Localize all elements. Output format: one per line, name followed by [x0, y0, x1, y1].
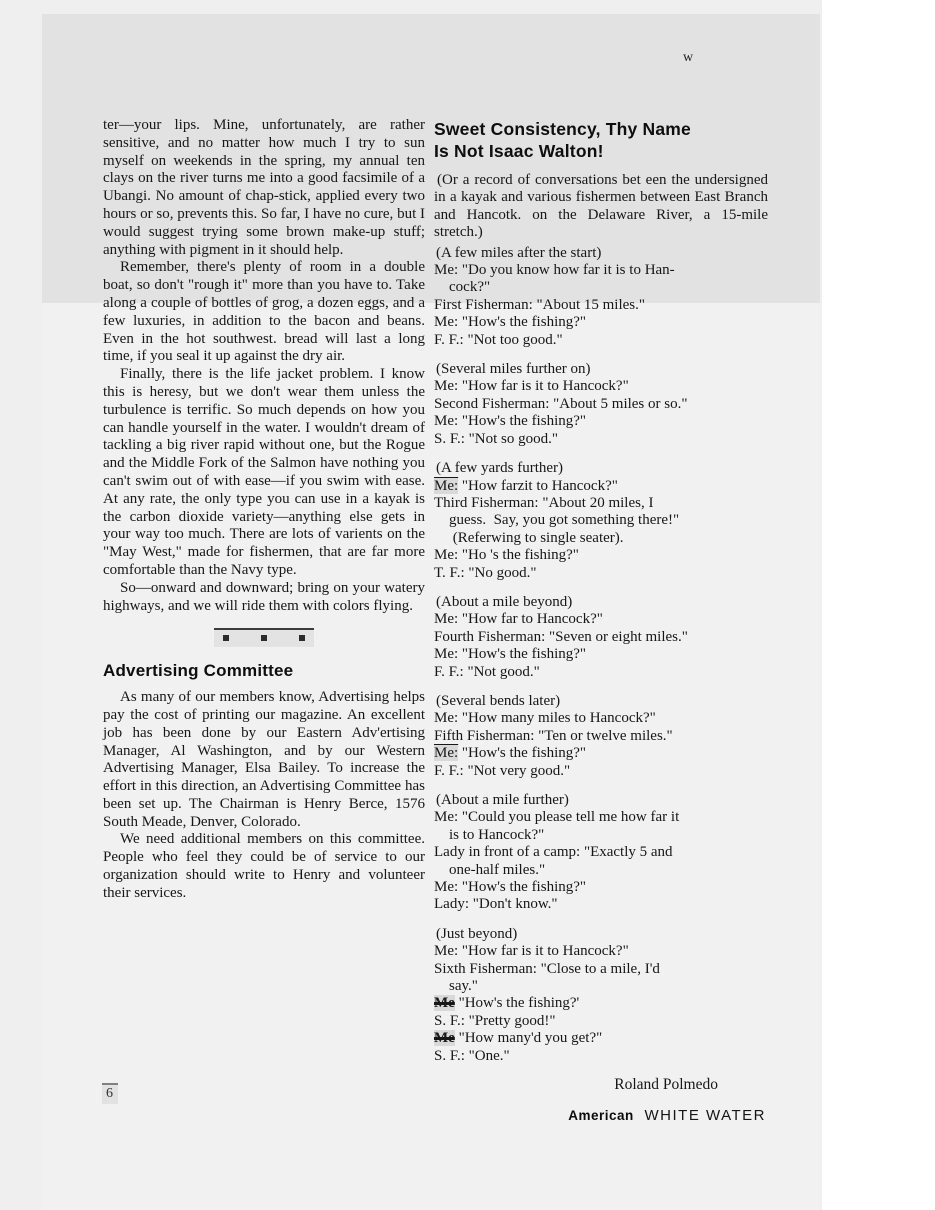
overlined-speaker-label: Me: [434, 477, 459, 494]
dialog-line: Me: "How many miles to Hancock?" [434, 710, 656, 727]
dialog-group [434, 693, 768, 780]
dialog-line: Me "How's the fishing?' [434, 995, 580, 1012]
section-heading: Advertising Committee [103, 661, 294, 681]
dialog-line: S. F.: "One." [434, 1047, 510, 1064]
paragraph: Finally, there is the life jacket problem. I know this is heresy, but we don't wear them unless the turbulence is terrific. So much depends on how you can handle yourself in the water. I wouldn't dream of tackling a big river rapid without one, but the Rogue and the Middle Fork of the Salmon have nothing you can't swim out of with ease—if you swim with ease. At any rate, the only type you can use in a kayak is the carbon dioxide variety—anything else gets in your way too much. There are lots of varients on the "May West," made for fishermen, that are far more comfortable than the Navy type. [103, 366, 425, 578]
ornament-dots [223, 635, 305, 641]
ornament-dot [223, 635, 229, 641]
page-number [102, 1083, 118, 1104]
dialog-line: Me: "How far is it to Hancock?" [434, 943, 629, 960]
dialog-line: Me: "How's the fishing?" [434, 745, 587, 762]
article-title-line2: Is Not Isaac Walton! [434, 141, 604, 161]
article-title-line1: Sweet Consistency, Thy Name [434, 119, 691, 139]
paragraph: ter—your lips. Mine, unfortunately, are rather sensitive, and no matter how much I try to sun myself on weekends in the spring, my annual ten clays on the river turns me into a good facsimile of a Ubangi. No amount of chap-stick, applied every two hours or so, prevents this. So far, I have no cure, but I would suggest trying some brown make-up stuff; anything with pigment in it should help. [103, 117, 425, 258]
dialog-line: is to Hancock?" [449, 826, 545, 843]
dialog-line: Fifth Fisherman: "Ten or twelve miles." [434, 727, 673, 744]
dialog-line: Me: "How farzit to Hancock?" [434, 477, 618, 494]
dialog-line: Me: "How's the fishing?" [434, 314, 587, 331]
dialog-line: F. F.: "Not good." [434, 663, 540, 680]
fisherman-dialog [434, 245, 768, 1065]
dialog-line: one-half miles." [449, 861, 546, 878]
dialog-line: Second Fisherman: "About 5 miles or so." [434, 395, 688, 412]
dialog-line: Me: "How's the fishing?" [434, 646, 587, 663]
dialog-group [434, 245, 768, 349]
dialog-line: F. F.: "Not too good." [434, 331, 563, 348]
dialog-line: Me: "How's the fishing?" [434, 879, 587, 896]
article-continuation [103, 117, 425, 615]
dialog-line: Lady: "Don't know." [434, 896, 558, 913]
dialog-line: Me: "Do you know how far it is to Han- [434, 262, 675, 279]
dialog-group [434, 361, 768, 448]
dialog-line: guess. Say, you got something there!" [449, 512, 680, 529]
dialog-line: S. F.: "Not so good." [434, 430, 558, 447]
struck-speaker-label: Me [434, 995, 455, 1012]
dialog-line: say." [449, 978, 478, 995]
dialog-line: cock?" [449, 279, 491, 296]
dialog-group-header: (About a mile further) [436, 792, 569, 808]
dialog-line: S. F.: "Pretty good!" [434, 1012, 556, 1029]
dialog-group [434, 460, 768, 582]
paragraph: Remember, there's plenty of room in a double boat, so don't "rough it" more than you have to. Take along a couple of bottles of grog, a dozen eggs, and a few luxuries, in addition to the bacon and beans. Even in the hot southwest. bread will last a long time, if you seal it up against the dry air. [103, 259, 425, 365]
ornament-dot [261, 635, 267, 641]
dialog-group [434, 926, 768, 1065]
struck-speaker-label: Me [434, 1030, 455, 1047]
magazine-name: WHITE WATER [644, 1106, 766, 1124]
article-intro: (Or a record of conversations bet een the undersigned in a kayak and various fishermen between East Branch and Hancotk. on the Delaware River, a 15-mile stretch.) [434, 172, 768, 241]
right-column [434, 118, 768, 1125]
section-divider-ornament [214, 628, 314, 647]
dialog-group [434, 594, 768, 681]
dialog-line: Me: "How's the fishing?" [434, 413, 587, 430]
corner-watermark: w [683, 50, 694, 65]
author-signature: Roland Polmedo [614, 1076, 718, 1094]
dialog-group-header: (A few yards further) [436, 460, 564, 477]
dialog-line: Lady in front of a camp: "Exactly 5 and [434, 844, 673, 861]
dialog-line: F. F.: "Not very good." [434, 762, 571, 779]
dialog-group-header: (Just beyond) [436, 925, 518, 942]
dialog-group-header: (A few miles after the start) [436, 244, 602, 261]
paragraph: We need additional members on this committee. People who feel they could be of service to our organization should write to Henry and volunteer their services. [103, 831, 425, 901]
magazine-prefix: American [568, 1107, 634, 1123]
dialog-line: Me: "Could you please tell me how far it [434, 809, 680, 826]
advertising-committee-text [103, 689, 425, 903]
dialog-line: Me: "Ho 's the fishing?" [434, 547, 579, 564]
dialog-group-header: (Several bends later) [436, 692, 561, 709]
ornament-dot [299, 635, 305, 641]
dialog-line: Third Fisherman: "About 20 miles, I [434, 494, 654, 511]
page-number-value: 6 [102, 1083, 118, 1104]
paragraph: So—onward and downward; bring on your watery highways, and we will ride them with colors flying. [103, 579, 425, 614]
left-column [103, 117, 425, 903]
dialog-line: (Referwing to single seater). [449, 529, 624, 546]
dialog-group-header: (About a mile beyond) [436, 593, 573, 610]
dialog-line: Me: "How far to Hancock?" [434, 611, 603, 628]
article-title [434, 118, 768, 162]
dialog-line: Fourth Fisherman: "Seven or eight miles." [434, 628, 688, 645]
dialog-line: T. F.: "No good." [434, 564, 537, 581]
magazine-footer [434, 1107, 768, 1125]
dialog-group-header: (Several miles further on) [436, 361, 591, 378]
dialog-group [434, 792, 768, 914]
dialog-line: First Fisherman: "About 15 miles." [434, 296, 645, 313]
paragraph: As many of our members know, Advertising helps pay the cost of printing our magazine. An excellent job has been done by our Eastern Adv'ertising Manager, Al Washington, and by our Western Advertising Manager, Elsa Bailey. To increase the effort in this direction, an Advertising Committee has been set up. The Chairman is Henry Berce, 1576 South Meade, Denver, Colorado. [103, 689, 425, 830]
magazine-page [42, 14, 820, 1210]
dialog-line: Me "How many'd you get?" [434, 1030, 603, 1047]
overlined-speaker-label: Me: [434, 745, 459, 762]
dialog-line: Me: "How far is it to Hancock?" [434, 378, 629, 395]
dialog-line: Sixth Fisherman: "Close to a mile, I'd [434, 960, 660, 977]
